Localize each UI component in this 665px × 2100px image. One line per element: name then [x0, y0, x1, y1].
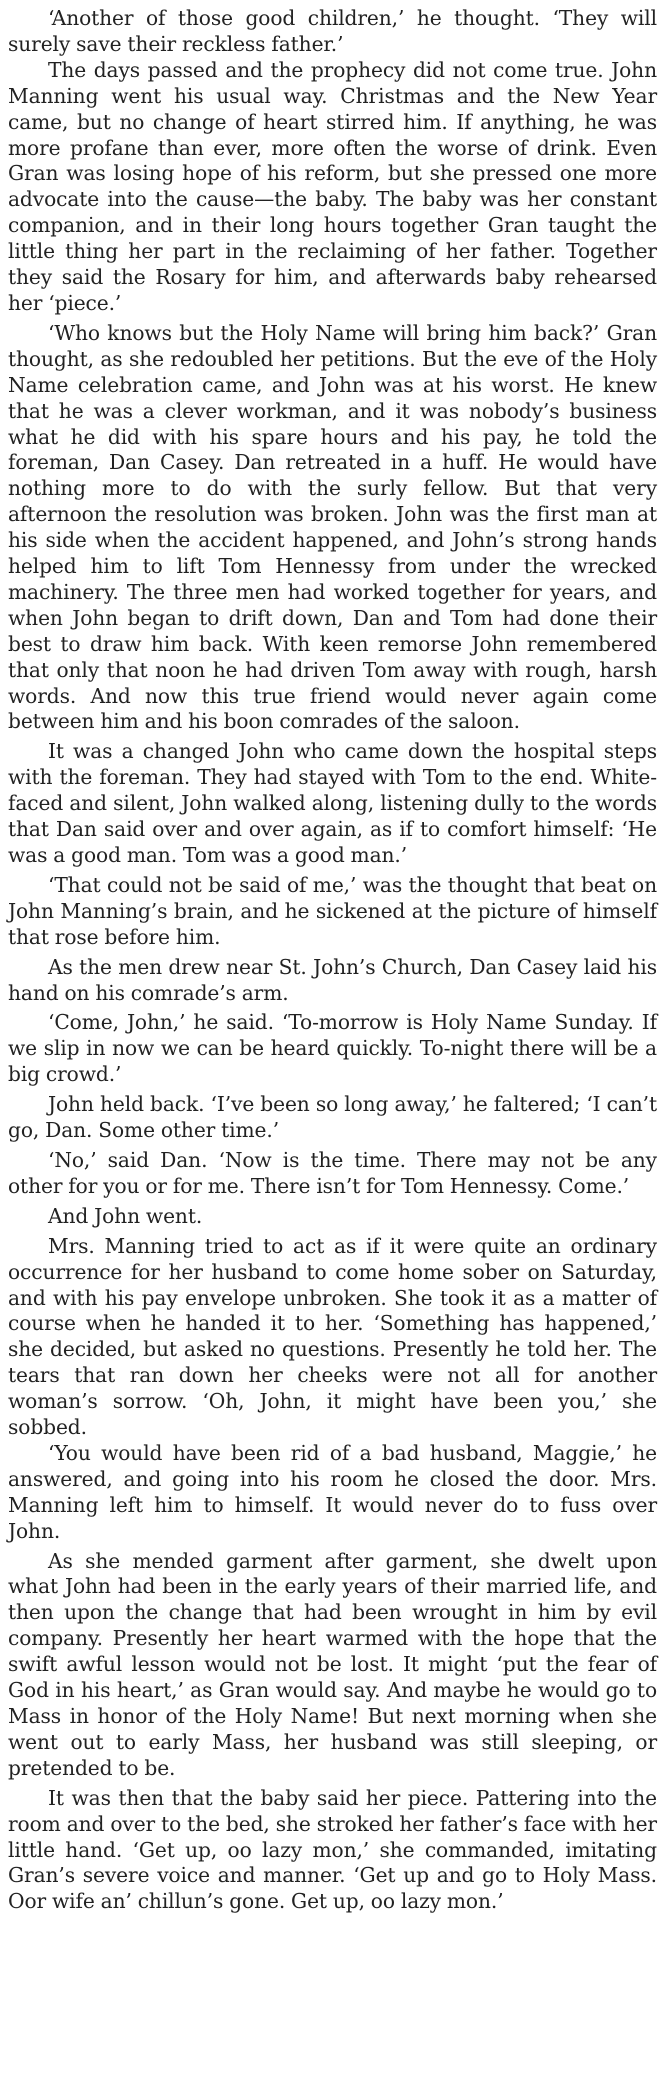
paragraph: And John went. — [48, 1203, 203, 1228]
paragraph: As the men drew near St. John’s Church, Dan Casey laid his hand on his comrade’s arm. — [8, 954, 657, 1005]
paragraph: ‘You would have been rid of a bad husband, Maggie,’ he answered, and going into his room he closed the door. Mrs. Manning left him to himself. It would never do to fuss over John. — [8, 1440, 657, 1543]
paragraph: ‘No,’ said Dan. ‘Now is the time. There may not be any other for you or for me. There isn’t for Tom Hennessy. Come.’ — [8, 1147, 657, 1198]
paragraph: ‘That could not be said of me,’ was the thought that beat on John Manning’s brain, and he sickened at the picture of himself that rose before him. — [8, 872, 657, 949]
paragraph: It was then that the baby said her piece. Pattering into the room and over to the bed, she stroked her father’s face with her little hand. ‘Get up, oo lazy mon,’ she commanded, imitating Gran’s severe voice and manner. ‘Get up and go to Holy Mass. Oor wife an’ chillun’s gone. Get up, oo lazy mon.’ — [8, 1785, 657, 1914]
paragraph: It was a changed John who came down the hospital steps with the foreman. They had stayed with Tom to the end. White-faced and silent, John walked along, listening dully to the words that Dan said over and over again, as if to comfort himself: ‘He was a good man. Tom was a good man.’ — [8, 739, 657, 867]
paragraph: Mrs. Manning tried to act as if it were quite an ordinary occurrence for her husband to come home sober on Saturday, and with his pay envelope unbroken. She took it as a matter of course when he handed it to her. ‘Something has happened,’ she decided, but asked no questions. Presently he told her. The tears that ran down her cheeks were not all for another woman’s sorrow. ‘Oh, John, it might have been you,’ she sobbed. — [8, 1233, 657, 1440]
paragraph: ‘Who knows but the Holy Name will bring him back?’ Gran thought, as she redoubled her petitions. But the eve of the Holy Name celebration came, and John was at his worst. He knew that he was a clever workman, and it was nobody’s business what he did with his spare hours and his pay, he told the foreman, Dan Casey. Dan retreated in a huff. He would have nothing more to do with the surly fellow. But that very afternoon the resolution was broken. John was the first man at his side when the accident happened, and John’s strong hands helped him to lift Tom Hennessy from under the wrecked machinery. The three men had worked together for years, and when John began to drift down, Dan and Tom had done their best to draw him back. With keen remorse John remembered that only that noon he had driven Tom away with rough, harsh words. And now this true friend would never again come between him and his boon comrades of the saloon. — [8, 320, 657, 734]
paragraph: The days passed and the prophecy did not come true. John Manning went his usual way. Christmas and the New Year came, but no change of heart stirred him. If anything, he was more profane than ever, more often the worse of drink. Even Gran was losing hope of his reform, but she pressed one more advocate into the cause—the baby. The baby was her constant companion, and in their long hours together Gran taught the little thing her part in the reclaiming of her father. Together they said the Rosary for him, and afterwards baby rehearsed her ‘piece.’ — [8, 57, 657, 315]
paragraph: ‘Come, John,’ he said. ‘To-morrow is Holy Name Sunday. If we slip in now we can be heard quickly. To-night there will be a big crowd.’ — [8, 1010, 657, 1087]
paragraph: John held back. ‘I’ve been so long away,’ he faltered; ‘I can’t go, Dan. Some other time.’ — [8, 1092, 657, 1143]
paragraph: As she mended garment after garment, she dwelt upon what John had been in the early years of their married life, and then upon the change that had been wrought in him by evil company. Presently her heart warmed with the hope that the swift awful lesson would not be lost. It might ‘put the fear of God in his heart,’ as Gran would say. And maybe he would go to Mass in honor of the Holy Name! But next morning when she went out to early Mass, her husband was still sleeping, or pretended to be. — [8, 1548, 657, 1780]
paragraph: ‘Another of those good children,’ he thought. ‘They will surely save their reckless father.’ — [8, 6, 657, 56]
